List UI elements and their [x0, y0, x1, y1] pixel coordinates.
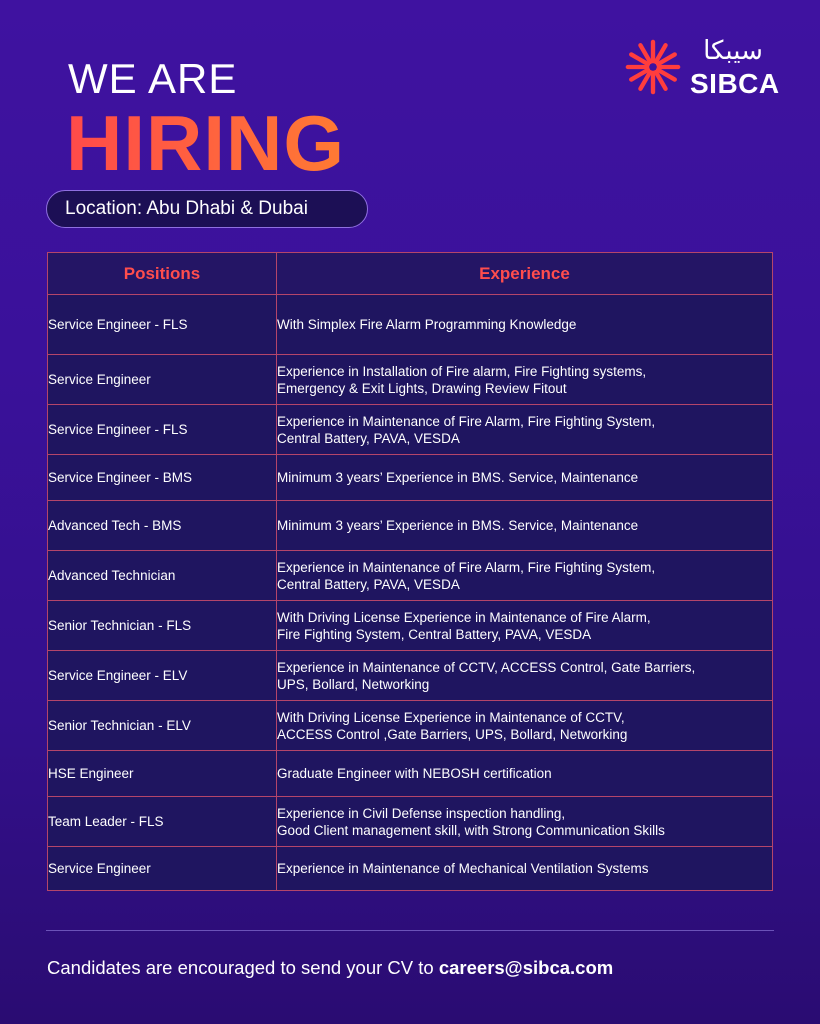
footer-text: Candidates are encouraged to send your CV to — [47, 957, 439, 978]
table-row — [48, 601, 773, 651]
experience-line: UPS, Bollard, Networking — [277, 676, 430, 692]
position-cell: HSE Engineer — [48, 751, 277, 797]
table-header-row — [48, 253, 773, 295]
experience-line: Minimum 3 years’ Experience in BMS. Service, Maintenance — [277, 518, 639, 533]
table-row — [48, 847, 773, 891]
headline-hiring: HIRING — [66, 99, 345, 187]
table-row — [48, 701, 773, 751]
table-row — [48, 455, 773, 501]
footer-divider — [46, 930, 774, 931]
sibca-logo — [624, 36, 784, 106]
experience-cell — [277, 701, 773, 751]
footer-note — [47, 957, 613, 979]
position-cell: Senior Technician - FLS — [48, 601, 277, 651]
position-cell: Service Engineer - BMS — [48, 455, 277, 501]
position-cell: Senior Technician - ELV — [48, 701, 277, 751]
position-cell: Advanced Tech - BMS — [48, 501, 277, 551]
experience-line: Graduate Engineer with NEBOSH certification — [277, 766, 552, 781]
experience-line: Experience in Installation of Fire alarm, Fire Fighting systems, — [277, 363, 647, 379]
table-row — [48, 295, 773, 355]
experience-cell — [277, 295, 773, 355]
experience-line: Experience in Maintenance of Fire Alarm, Fire Fighting System, — [277, 559, 656, 575]
experience-line: ACCESS Control ,Gate Barriers, UPS, Bollard, Networking — [277, 726, 628, 742]
experience-cell — [277, 405, 773, 455]
table-row — [48, 797, 773, 847]
position-cell: Service Engineer - FLS — [48, 405, 277, 455]
table-row — [48, 651, 773, 701]
experience-cell — [277, 601, 773, 651]
experience-line: With Simplex Fire Alarm Programming Knowledge — [277, 317, 577, 332]
logo-arabic-text: سيبكا — [703, 36, 763, 66]
experience-line: With Driving License Experience in Maintenance of CCTV, — [277, 709, 625, 725]
position-cell: Advanced Technician — [48, 551, 277, 601]
position-cell: Service Engineer — [48, 355, 277, 405]
experience-line: Good Client management skill, with Strong Communication Skills — [277, 822, 665, 838]
experience-cell — [277, 455, 773, 501]
position-cell: Service Engineer — [48, 847, 277, 891]
experience-cell — [277, 847, 773, 891]
experience-cell — [277, 797, 773, 847]
experience-line: Experience in Maintenance of Mechanical Ventilation Systems — [277, 861, 649, 876]
position-cell: Service Engineer - FLS — [48, 295, 277, 355]
experience-cell — [277, 751, 773, 797]
experience-cell — [277, 501, 773, 551]
experience-line: Central Battery, PAVA, VESDA — [277, 576, 460, 592]
position-cell: Team Leader - FLS — [48, 797, 277, 847]
sunburst-icon — [624, 38, 682, 96]
table-row — [48, 751, 773, 797]
experience-cell — [277, 651, 773, 701]
table-row — [48, 551, 773, 601]
table-row — [48, 355, 773, 405]
experience-cell — [277, 551, 773, 601]
location-badge: Location: Abu Dhabi & Dubai — [46, 190, 368, 228]
experience-line: Central Battery, PAVA, VESDA — [277, 430, 460, 446]
experience-line: With Driving License Experience in Maintenance of Fire Alarm, — [277, 609, 651, 625]
table-row — [48, 501, 773, 551]
experience-line: Minimum 3 years’ Experience in BMS. Service, Maintenance — [277, 470, 639, 485]
position-cell: Service Engineer - ELV — [48, 651, 277, 701]
positions-table — [47, 252, 773, 891]
experience-line: Fire Fighting System, Central Battery, PAVA, VESDA — [277, 626, 592, 642]
experience-line: Experience in Maintenance of CCTV, ACCESS Control, Gate Barriers, — [277, 659, 696, 675]
careers-email: careers@sibca.com — [438, 957, 614, 978]
experience-cell — [277, 355, 773, 405]
experience-line: Experience in Maintenance of Fire Alarm, Fire Fighting System, — [277, 413, 656, 429]
logo-latin-text: SIBCA — [690, 68, 780, 99]
table-row — [48, 405, 773, 455]
experience-line: Experience in Civil Defense inspection handling, — [277, 805, 566, 821]
experience-line: Emergency & Exit Lights, Drawing Review Fitout — [277, 380, 567, 396]
experience-header: Experience — [277, 253, 773, 295]
positions-header: Positions — [48, 253, 277, 295]
headline-we-are: WE ARE — [68, 55, 238, 102]
